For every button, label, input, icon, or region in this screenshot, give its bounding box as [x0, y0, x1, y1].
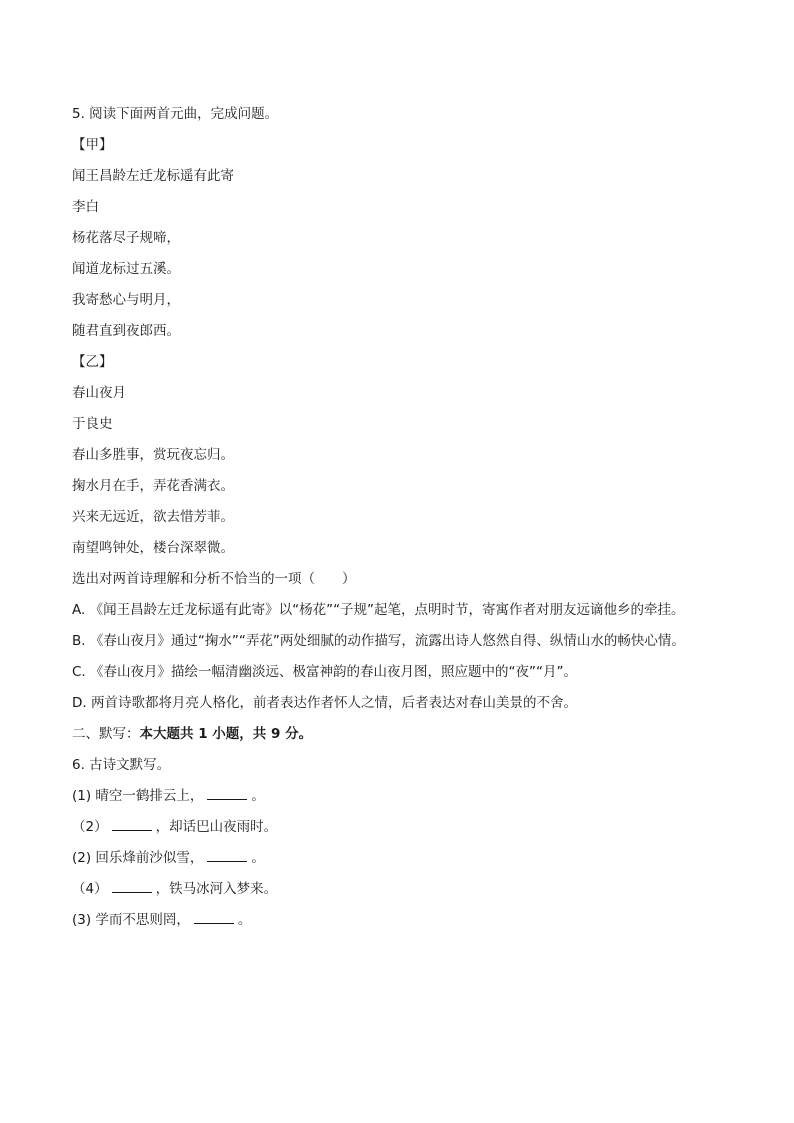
poem2-author: 于良史 [72, 416, 113, 432]
dictation-item [72, 781, 722, 812]
dictation-item-pre: (2) 回乐烽前沙似雪， [72, 850, 204, 866]
dictation-item-post: 。 [251, 788, 265, 804]
poem-label-yi: 【乙】 [72, 354, 113, 370]
dictation-item-pre: （2） [72, 819, 108, 835]
answer-blank[interactable] [207, 849, 247, 862]
poem1-line: 杨花落尽子规啼， [72, 230, 180, 246]
poem1-author: 李白 [72, 199, 99, 215]
section-2-heading [72, 719, 722, 750]
dictation-item-post: ，却话巴山夜雨时。 [155, 819, 278, 835]
poem2-title: 春山夜月 [72, 385, 126, 401]
dictation-item [72, 905, 722, 936]
section-2-score-note: 本大题共 1 小题，共 9 分。 [139, 726, 313, 742]
poem2-line: 掬水月在手，弄花香满衣。 [72, 478, 234, 494]
poem2-line: 南望鸣钟处，楼台深翠微。 [72, 540, 234, 556]
question-5-header: 5. 阅读下面两首元曲，完成问题。 [72, 106, 279, 122]
poem2-line: 春山多胜事，赏玩夜忘归。 [72, 447, 234, 463]
dictation-item-pre: (3) 学而不思则罔， [72, 912, 190, 928]
document-page [72, 99, 722, 936]
poem1-title: 闻王昌龄左迁龙标遥有此寄 [72, 168, 234, 184]
poem-label-jia: 【甲】 [72, 137, 113, 153]
question-6-header: 6. 古诗文默写。 [72, 757, 171, 773]
poem1-line: 随君直到夜郎西。 [72, 323, 180, 339]
answer-blank[interactable] [112, 880, 152, 893]
dictation-item [72, 874, 722, 905]
option-c: C. 《春山夜月》描绘一幅清幽淡远、极富神韵的春山夜月图，照应题中的“夜”“月”。 [72, 664, 577, 680]
dictation-item-pre: (1) 晴空一鹤排云上， [72, 788, 204, 804]
option-d: D. 两首诗歌都将月亮人格化，前者表达作者怀人之情，后者表达对春山美景的不舍。 [72, 695, 577, 711]
option-b: B. 《春山夜月》通过“掬水”“弄花”两处细腻的动作描写，流露出诗人悠然自得、纵情山水的畅快心情。 [72, 633, 685, 649]
dictation-item-post: 。 [251, 850, 265, 866]
question-5-prompt: 选出对两首诗理解和分析不恰当的一项（ ） [72, 571, 356, 587]
option-a: A. 《闻王昌龄左迁龙标遥有此寄》以“杨花”“子规”起笔，点明时节，寄寓作者对朋友远谪他乡的牵挂。 [72, 602, 685, 618]
section-2-prefix: 二、默写： [72, 726, 140, 742]
poem2-line: 兴来无远近，欲去惜芳菲。 [72, 509, 234, 525]
dictation-item-pre: （4） [72, 881, 108, 897]
dictation-item [72, 843, 722, 874]
dictation-item [72, 812, 722, 843]
poem1-line: 闻道龙标过五溪。 [72, 261, 180, 277]
answer-blank[interactable] [194, 911, 234, 924]
answer-blank[interactable] [207, 787, 247, 800]
poem1-line: 我寄愁心与明月， [72, 292, 180, 308]
answer-blank[interactable] [112, 818, 152, 831]
dictation-item-post: ，铁马冰河入梦来。 [155, 881, 278, 897]
dictation-item-post: 。 [237, 912, 252, 928]
